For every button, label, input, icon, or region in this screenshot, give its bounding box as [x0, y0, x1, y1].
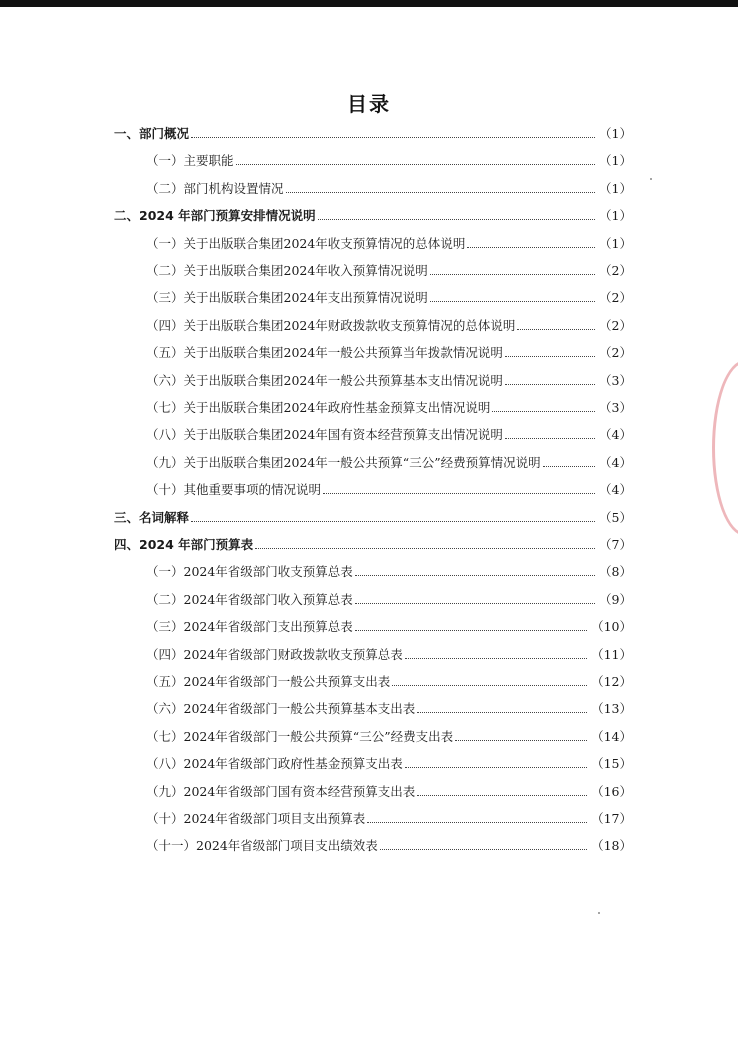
toc-dot-leader	[380, 849, 587, 850]
toc-page-number: （2）	[599, 317, 632, 333]
toc-entry-label: （十）2024年省级部门项目支出预算表	[146, 811, 366, 826]
toc-entry-label: （三）2024年省级部门支出预算总表	[146, 619, 353, 635]
toc-entry-label: 三、名词解释	[114, 509, 190, 525]
toc-dot-leader	[191, 137, 595, 138]
toc-entry-label: （八）关于出版联合集团2024年国有资本经营预算支出情况说明	[146, 427, 503, 443]
toc-dot-leader	[505, 384, 595, 385]
toc-entry-label: （五）关于出版联合集团2024年一般公共预算当年拨款情况说明	[146, 345, 503, 361]
toc-subsection-entry	[146, 754, 632, 774]
toc-page-number: （17）	[591, 811, 632, 826]
toc-entry-label: （七）2024年省级部门一般公共预算“三公”经费支出表	[146, 728, 454, 744]
toc-entry-label: （二）2024年省级部门收入预算总表	[146, 591, 353, 607]
toc-entry-label: （七）关于出版联合集团2024年政府性基金预算支出情况说明	[146, 400, 491, 415]
toc-entry-label: （九）2024年省级部门国有资本经营预算支出表	[146, 783, 416, 799]
toc-page-number: （1）	[599, 208, 632, 224]
toc-subsection-entry	[146, 453, 632, 473]
toc-section-entry	[114, 508, 632, 528]
toc-dot-leader	[467, 247, 595, 248]
toc-entry-label: （十）其他重要事项的情况说明	[146, 482, 322, 498]
toc-entry-label: （六）关于出版联合集团2024年一般公共预算基本支出情况说明	[146, 372, 503, 388]
toc-subsection-entry	[146, 699, 632, 719]
scan-speck	[650, 178, 652, 180]
toc-subsection-entry	[146, 398, 632, 418]
toc-dot-leader	[517, 329, 595, 330]
toc-page-number: （1）	[599, 235, 632, 251]
toc-entry-label: （四）2024年省级部门财政拨款收支预算总表	[146, 646, 403, 662]
toc-dot-leader	[392, 685, 587, 686]
toc-subsection-entry	[146, 645, 632, 665]
toc-page-number: （7）	[599, 537, 632, 552]
toc-entry-label: （五）2024年省级部门一般公共预算支出表	[146, 674, 391, 689]
toc-subsection-entry	[146, 261, 632, 281]
toc-subsection-entry	[146, 672, 632, 692]
toc-subsection-entry	[146, 562, 632, 582]
toc-dot-leader	[417, 795, 587, 796]
toc-page-number: （4）	[599, 454, 632, 470]
toc-page-number: （5）	[599, 509, 632, 525]
toc-entry-label: 四、2024 年部门预算表	[114, 537, 254, 552]
toc-page-number: （14）	[591, 728, 632, 744]
toc-dot-leader	[367, 822, 587, 823]
toc-page-number: （2）	[599, 290, 632, 306]
toc-section-entry	[114, 124, 632, 144]
toc-subsection-entry	[146, 480, 632, 500]
toc-subsection-entry	[146, 234, 632, 254]
toc-dot-leader	[236, 164, 596, 165]
toc-entry-label: （二）关于出版联合集团2024年收入预算情况说明	[146, 263, 428, 278]
toc-dot-leader	[430, 301, 595, 302]
toc-dot-leader	[430, 274, 595, 275]
toc-page-number: （2）	[599, 345, 632, 361]
toc-entry-label: 二、2024 年部门预算安排情况说明	[114, 208, 316, 224]
scan-border	[0, 0, 738, 7]
toc-entry-label: （六）2024年省级部门一般公共预算基本支出表	[146, 701, 416, 717]
toc-section-entry	[114, 535, 632, 555]
toc-dot-leader	[255, 548, 595, 549]
toc-subsection-entry	[146, 782, 632, 802]
toc-page-number: （13）	[591, 701, 632, 717]
toc-page-number: （10）	[591, 619, 632, 635]
toc-dot-leader	[355, 630, 587, 631]
toc-entry-label: （十一）2024年省级部门项目支出绩效表	[146, 838, 378, 854]
toc-dot-leader	[543, 466, 595, 467]
toc-section-entry	[114, 206, 632, 226]
toc-page-number: （15）	[591, 756, 632, 772]
toc-dot-leader	[405, 767, 587, 768]
toc-dot-leader	[191, 521, 595, 522]
toc-page-number: （8）	[599, 564, 632, 580]
toc-page-number: （9）	[599, 591, 632, 607]
toc-subsection-entry	[146, 151, 632, 171]
page-title: 目录	[347, 92, 391, 116]
toc-dot-leader	[286, 192, 596, 193]
toc-dot-leader	[417, 712, 587, 713]
toc-entry-label: （四）关于出版联合集团2024年财政拨款收支预算情况的总体说明	[146, 317, 516, 333]
toc-entry-label: （九）关于出版联合集团2024年一般公共预算“三公”经费预算情况说明	[146, 454, 541, 470]
toc-subsection-entry	[146, 727, 632, 747]
toc-dot-leader	[505, 438, 595, 439]
toc-page-number: （3）	[599, 400, 632, 415]
toc-page-number: （16）	[591, 783, 632, 799]
toc-subsection-entry	[146, 617, 632, 637]
scan-speck	[598, 912, 600, 914]
toc-dot-leader	[318, 219, 595, 220]
toc-subsection-entry	[146, 836, 632, 856]
toc-subsection-entry	[146, 590, 632, 610]
toc-page-number: （4）	[599, 482, 632, 498]
toc-subsection-entry	[146, 179, 632, 199]
toc-subsection-entry	[146, 288, 632, 308]
toc-page-number: （4）	[599, 427, 632, 443]
toc-dot-leader	[492, 411, 595, 412]
toc-page-number: （1）	[599, 180, 632, 196]
toc-subsection-entry	[146, 371, 632, 391]
toc-page-number: （11）	[591, 646, 632, 662]
toc-dot-leader	[455, 740, 587, 741]
toc-page-number: （1）	[599, 153, 632, 169]
toc-entry-label: 一、部门概况	[114, 126, 190, 141]
toc-entry-label: （二）部门机构设置情况	[146, 180, 284, 196]
toc-dot-leader	[505, 356, 595, 357]
toc-dot-leader	[323, 493, 595, 494]
toc-entry-label: （一）关于出版联合集团2024年收支预算情况的总体说明	[146, 235, 466, 251]
toc-dot-leader	[355, 575, 595, 576]
toc-subsection-entry	[146, 343, 632, 363]
red-seal-stamp	[712, 360, 738, 536]
toc-dot-leader	[355, 603, 595, 604]
toc-subsection-entry	[146, 809, 632, 829]
toc-dot-leader	[405, 658, 587, 659]
toc-page-number: （3）	[599, 372, 632, 388]
toc-entry-label: （一）2024年省级部门收支预算总表	[146, 564, 353, 580]
toc-entry-label: （八）2024年省级部门政府性基金预算支出表	[146, 756, 403, 772]
toc-page-number: （12）	[591, 674, 632, 689]
toc-page-number: （1）	[599, 126, 632, 141]
toc-subsection-entry	[146, 425, 632, 445]
toc-subsection-entry	[146, 316, 632, 336]
toc-page-number: （18）	[591, 838, 632, 854]
toc-page-number: （2）	[599, 263, 632, 278]
toc-entry-label: （三）关于出版联合集团2024年支出预算情况说明	[146, 290, 428, 306]
toc-entry-label: （一）主要职能	[146, 153, 234, 169]
